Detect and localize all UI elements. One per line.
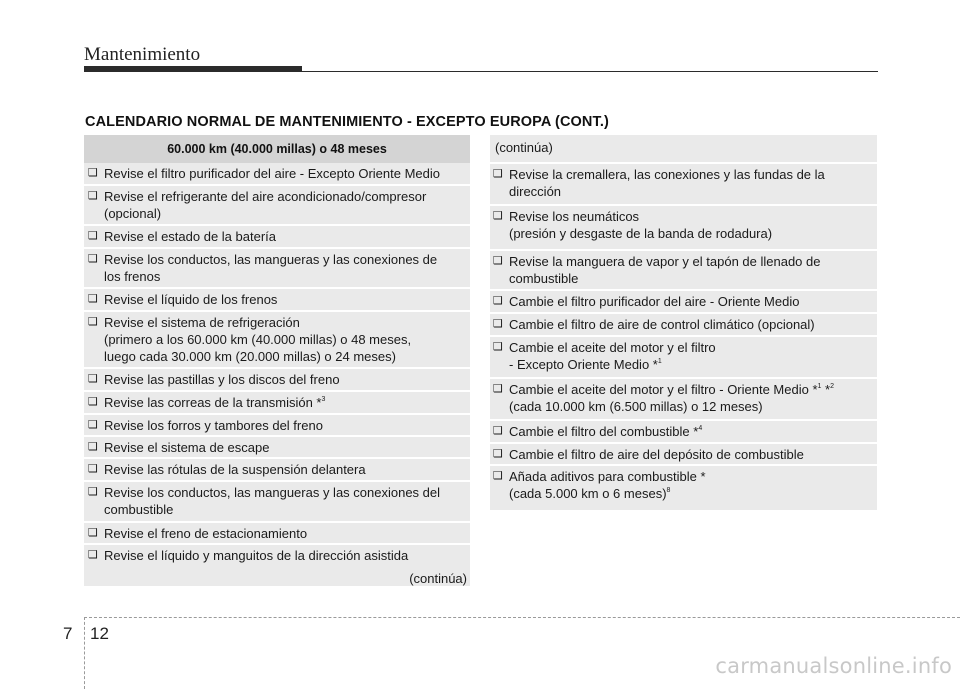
checkbox-icon: ❑ — [88, 253, 98, 265]
row-divider — [490, 312, 877, 314]
continued-note: (continúa) — [495, 140, 553, 155]
checkbox-icon: ❑ — [88, 396, 98, 408]
checkbox-icon: ❑ — [88, 316, 98, 328]
checklist-item-text: Cambie el filtro del combustible *$^4$ — [509, 424, 703, 439]
checklist-item-text: combustible — [509, 271, 579, 286]
checklist-item-text: Revise la cremallera, las conexiones y las fundas de la — [509, 167, 825, 182]
checklist-item — [86, 371, 464, 388]
checkbox-icon: ❑ — [88, 527, 98, 539]
checklist-item-text: Revise los neumáticos — [509, 209, 640, 224]
checklist-item-text: Revise las rótulas de la suspensión delantera — [104, 462, 366, 477]
checklist-item-text: Revise el líquido y manguitos de la dirección asistida — [104, 548, 409, 563]
continued-note: (continúa) — [409, 571, 467, 586]
row-divider — [84, 367, 470, 369]
row-divider — [490, 377, 877, 379]
checklist-item-text: Añada aditivos para combustible * — [509, 469, 706, 484]
checkbox-icon: ❑ — [493, 448, 503, 460]
checklist-item — [86, 228, 464, 245]
checkbox-icon: ❑ — [88, 441, 98, 453]
row-divider — [84, 543, 470, 545]
footer-rule — [84, 617, 960, 618]
checklist-item-text: Cambie el aceite del motor y el filtro — [509, 340, 716, 355]
checklist-item — [491, 423, 871, 440]
footnote-marker: 8 — [666, 487, 671, 494]
footer-vertical-rule — [84, 617, 85, 689]
checklist-item-text: luego cada 30.000 km (20.000 millas) o 24 meses) — [104, 349, 396, 364]
checkbox-icon: ❑ — [493, 383, 503, 395]
row-divider — [490, 289, 877, 291]
row-divider — [84, 480, 470, 482]
row-divider — [490, 249, 877, 251]
checklist-item-text: Revise el freno de estacionamiento — [104, 526, 308, 541]
checklist-item-text: (cada 5.000 km o 6 meses)$^8$ — [509, 486, 671, 501]
checklist-item-text: Cambie el filtro purificador del aire - Oriente Medio — [509, 294, 800, 309]
row-divider — [84, 310, 470, 312]
checklist-item — [86, 314, 464, 365]
checkbox-icon: ❑ — [493, 341, 503, 353]
row-divider — [84, 457, 470, 459]
row-divider — [490, 204, 877, 206]
checklist-item — [491, 208, 871, 242]
checklist-item-text: Revise los conductos, las mangueras y las conexiones del — [104, 485, 441, 500]
row-divider — [84, 184, 470, 186]
row-divider — [84, 390, 470, 392]
checkbox-icon: ❑ — [88, 190, 98, 202]
checklist-item — [86, 417, 464, 434]
footnote-marker: 1 — [817, 383, 822, 390]
checklist-item-text: (presión y desgaste de la banda de rodadura) — [509, 226, 773, 241]
left-maintenance-box — [84, 135, 470, 586]
footnote-marker: 3 — [321, 396, 326, 403]
checkbox-icon: ❑ — [88, 293, 98, 305]
right-maintenance-box — [490, 135, 877, 510]
row-divider — [490, 464, 877, 466]
interval-heading: 60.000 km (40.000 millas) o 48 meses — [84, 135, 470, 163]
checklist-item-text: - Excepto Oriente Medio *$^1$ — [509, 357, 662, 372]
checkbox-icon: ❑ — [493, 470, 503, 482]
checklist-item — [86, 165, 464, 182]
row-divider — [84, 413, 470, 415]
checklist-item — [86, 461, 464, 478]
chapter-number: 7 — [63, 624, 73, 643]
checkbox-icon: ❑ — [493, 255, 503, 267]
checklist-item — [491, 446, 871, 463]
checklist-item — [86, 484, 464, 518]
checklist-item-text: (opcional) — [104, 206, 162, 221]
checklist-item — [86, 439, 464, 456]
row-divider — [490, 335, 877, 337]
checklist-item-text: Revise las correas de la transmisión *$^3$ — [104, 395, 326, 410]
checklist-item — [491, 381, 871, 415]
checkbox-icon: ❑ — [88, 167, 98, 179]
checklist-item — [86, 291, 464, 308]
checkbox-icon: ❑ — [88, 419, 98, 431]
section-title: Mantenimiento — [84, 44, 201, 65]
watermark: carmanualsonline.info — [715, 654, 952, 678]
row-divider — [490, 162, 877, 164]
checklist-item-text: dirección — [509, 184, 562, 199]
checklist-item — [86, 547, 464, 564]
checkbox-icon: ❑ — [493, 210, 503, 222]
checklist-item — [491, 293, 871, 310]
checklist-item-text: Revise la manguera de vapor y el tapón de llenado de — [509, 254, 821, 269]
checklist-item — [491, 468, 871, 502]
checkbox-icon: ❑ — [493, 168, 503, 180]
row-divider — [84, 287, 470, 289]
checklist-item-text: Revise el sistema de refrigeración — [104, 315, 300, 330]
page-heading: CALENDARIO NORMAL DE MANTENIMIENTO - EXCEPTO EUROPA (CONT.) — [85, 114, 609, 130]
footnote-marker: 1 — [657, 358, 662, 365]
footnote-marker: 4 — [698, 425, 703, 432]
checklist-item-text: los frenos — [104, 269, 161, 284]
checkbox-icon: ❑ — [88, 230, 98, 242]
checklist-item-text: Revise el refrigerante del aire acondicionado/compresor — [104, 189, 427, 204]
row-divider — [84, 521, 470, 523]
checkbox-icon: ❑ — [493, 318, 503, 330]
checklist-item-text: Revise las pastillas y los discos del freno — [104, 372, 340, 387]
checklist-item-text: Revise el filtro purificador del aire - Excepto Oriente Medio — [104, 166, 440, 181]
footnote-marker: 2 — [830, 383, 834, 390]
row-divider — [84, 224, 470, 226]
checklist-item-text: Cambie el filtro de aire del depósito de combustible — [509, 447, 804, 462]
header-rule-thin — [302, 71, 878, 72]
row-divider — [490, 442, 877, 444]
checklist-item — [491, 166, 871, 200]
checklist-item — [86, 251, 464, 285]
checklist-item-text: Revise el líquido de los frenos — [104, 292, 278, 307]
header-rule-thick — [84, 66, 302, 72]
checklist-item-text: Revise los conductos, las mangueras y las conexiones de — [104, 252, 438, 267]
checklist-item-text: Revise el sistema de escape — [104, 440, 270, 455]
checkbox-icon: ❑ — [493, 295, 503, 307]
row-divider — [84, 247, 470, 249]
checkbox-icon: ❑ — [88, 373, 98, 385]
checklist-item-text: Cambie el filtro de aire de control climático (opcional) — [509, 317, 815, 332]
page-number: 12 — [90, 624, 109, 643]
checkbox-icon: ❑ — [88, 463, 98, 475]
checkbox-icon: ❑ — [493, 425, 503, 437]
checklist-item — [86, 394, 464, 411]
checkbox-icon: ❑ — [88, 549, 98, 561]
checklist-item — [491, 316, 871, 333]
checklist-item-text: Revise los forros y tambores del freno — [104, 418, 323, 433]
row-divider — [84, 435, 470, 437]
checklist-item — [491, 253, 871, 287]
checklist-item-text: Revise el estado de la batería — [104, 229, 276, 244]
checklist-item — [86, 188, 464, 222]
checkbox-icon: ❑ — [88, 486, 98, 498]
checklist-item-text: (primero a los 60.000 km (40.000 millas) o 48 meses, — [104, 332, 412, 347]
row-divider — [490, 419, 877, 421]
checklist-item-text: (cada 10.000 km (6.500 millas) o 12 meses) — [509, 399, 763, 414]
checklist-item-text: combustible — [104, 502, 174, 517]
checklist-item — [491, 339, 871, 373]
checklist-item — [86, 525, 464, 542]
checklist-item-text: Cambie el aceite del motor y el filtro - Oriente Medio *$^1$ *$^2$ — [509, 382, 834, 397]
